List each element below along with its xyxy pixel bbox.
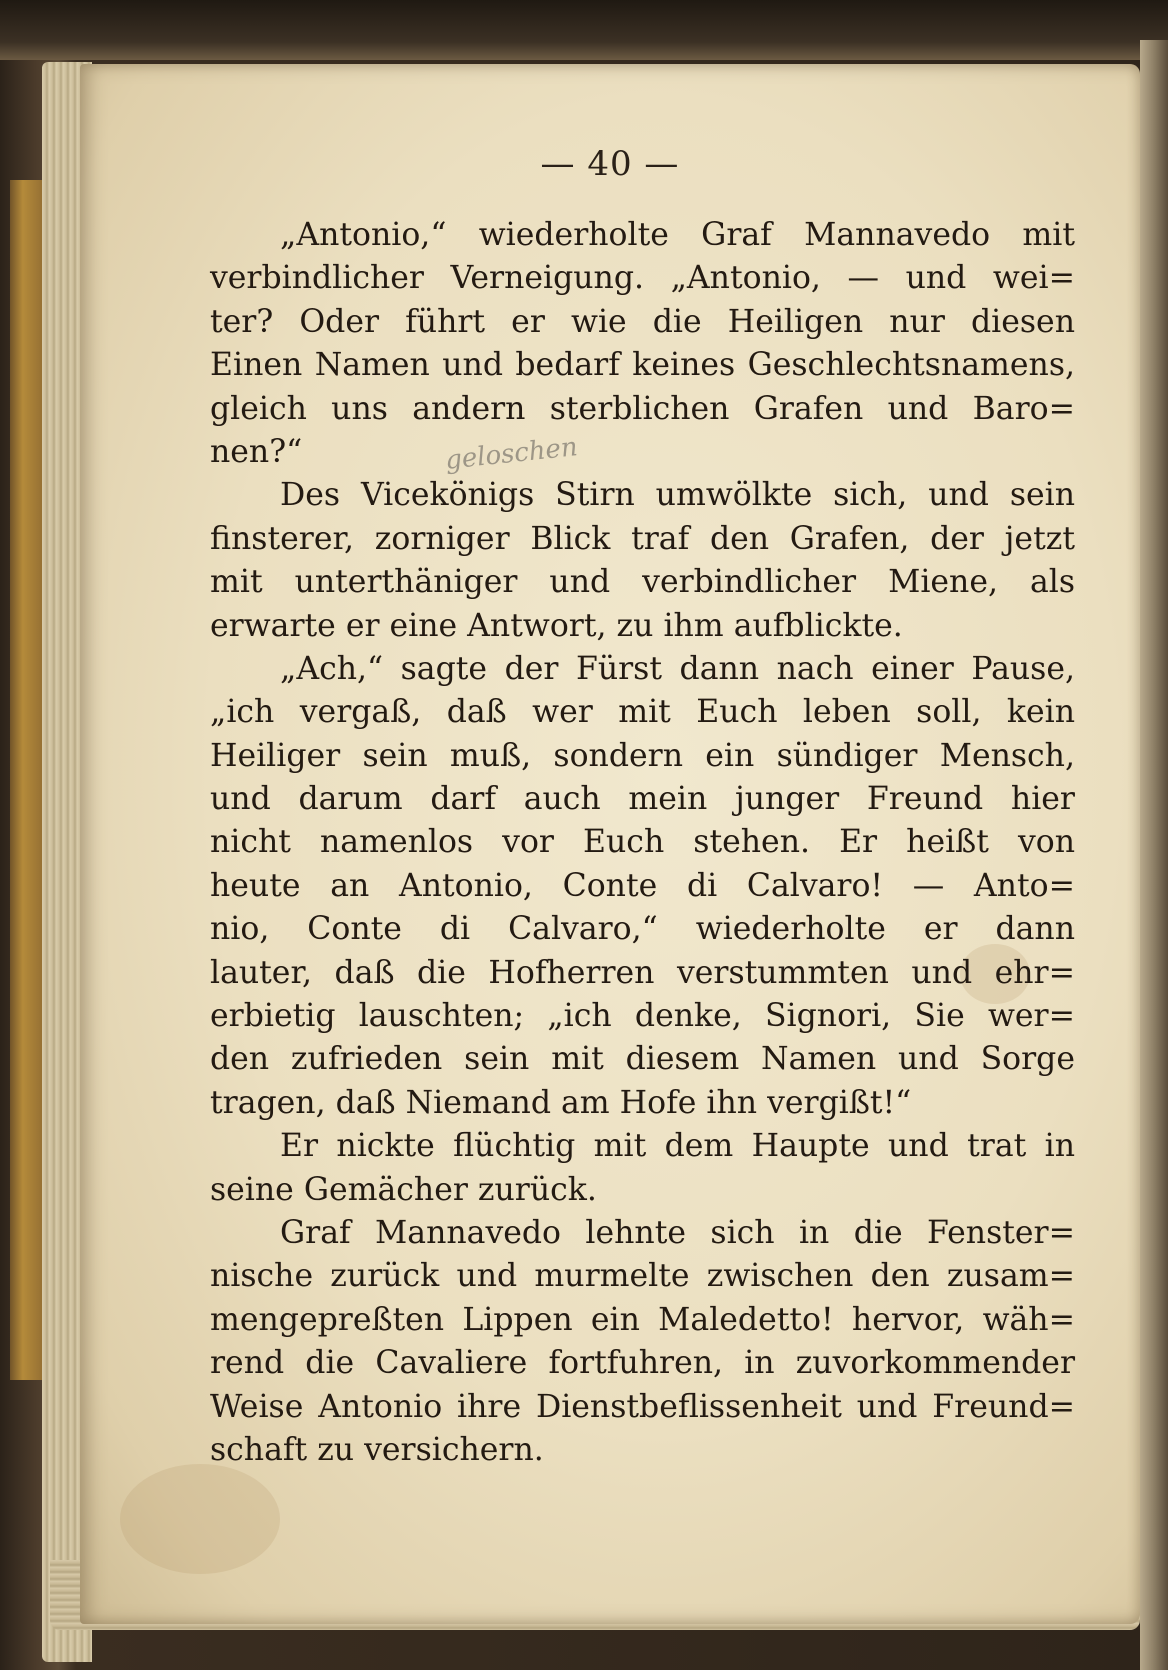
text-line: gleich uns andern sterblichen Grafen und Baro= — [210, 390, 1075, 427]
text-line: nio, Conte di Calvaro,“ wiederholte er dann — [210, 911, 1075, 948]
text-line: nen?“ — [210, 433, 303, 470]
text-line: ter? Oder führt er wie die Heiligen nur diesen — [210, 303, 1075, 340]
text-line: verbindlicher Verneigung. „Antonio, — und wei= — [210, 260, 1075, 297]
pencil-annotation: geloschen — [443, 432, 579, 476]
text-line: seine Gemächer zurück. — [210, 1171, 597, 1208]
text-line: Er nickte flüchtig mit dem Haupte und trat in — [280, 1128, 1075, 1165]
text-line: „Antonio,“ wiederholte Graf Mannavedo mit — [280, 217, 1075, 253]
text-line: mit unterthäniger und verbindlicher Miene, als — [210, 564, 1075, 601]
text-line: nicht namenlos vor Euch stehen. Er heißt von — [210, 824, 1075, 861]
text-line: tragen, daß Niemand am Hofe ihn vergißt!“ — [210, 1084, 912, 1121]
text-line: Des Vicekönigs Stirn umwölkte sich, und sein — [280, 477, 1075, 514]
text-line: Einen Namen und bedarf keines Geschlechtsnamens, — [210, 347, 1075, 384]
text-line: Weise Antonio ihre Dienstbeflissenheit und Freund= — [210, 1388, 1075, 1425]
text-line: den zufrieden sein mit diesem Namen und Sorge — [210, 1041, 1075, 1078]
text-line: heute an Antonio, Conte di Calvaro! — Anto= — [210, 867, 1075, 904]
text-line: finsterer, zorniger Blick traf den Grafen, der jetzt — [210, 520, 1075, 557]
text-line: und darum darf auch mein junger Freund hier — [210, 781, 1075, 818]
text-line: „ich vergaß, daß wer mit Euch leben soll, kein — [210, 694, 1075, 731]
text-line: mengepreßten Lippen ein Maledetto! hervor, wäh= — [210, 1301, 1075, 1338]
page-number: — 40 — — [540, 144, 680, 184]
book-cover-top — [0, 0, 1168, 60]
text-line: erwarte er eine Antwort, zu ihm aufblickte. — [210, 607, 903, 644]
text-line: „Ach,“ sagte der Fürst dann nach einer Pause, — [280, 650, 1075, 687]
body-text — [210, 214, 1075, 1472]
book-page — [80, 64, 1140, 1624]
book-spine — [10, 180, 42, 1380]
book-cover-right — [1140, 40, 1168, 1670]
text-line: rend die Cavaliere fortfuhren, in zuvorkommender — [210, 1345, 1075, 1382]
text-line: erbietig lauschten; „ich denke, Signori, Sie wer= — [210, 998, 1075, 1035]
text-line: nische zurück und murmelte zwischen den zusam= — [210, 1258, 1075, 1295]
text-line: Graf Mannavedo lehnte sich in die Fenster= — [280, 1214, 1075, 1251]
text-line: lauter, daß die Hofherren verstummten und ehr= — [210, 954, 1075, 991]
text-line: schaft zu versichern. — [210, 1431, 544, 1468]
paper-stain — [120, 1464, 280, 1574]
text-line: Heiliger sein muß, sondern ein sündiger Mensch, — [210, 737, 1075, 774]
